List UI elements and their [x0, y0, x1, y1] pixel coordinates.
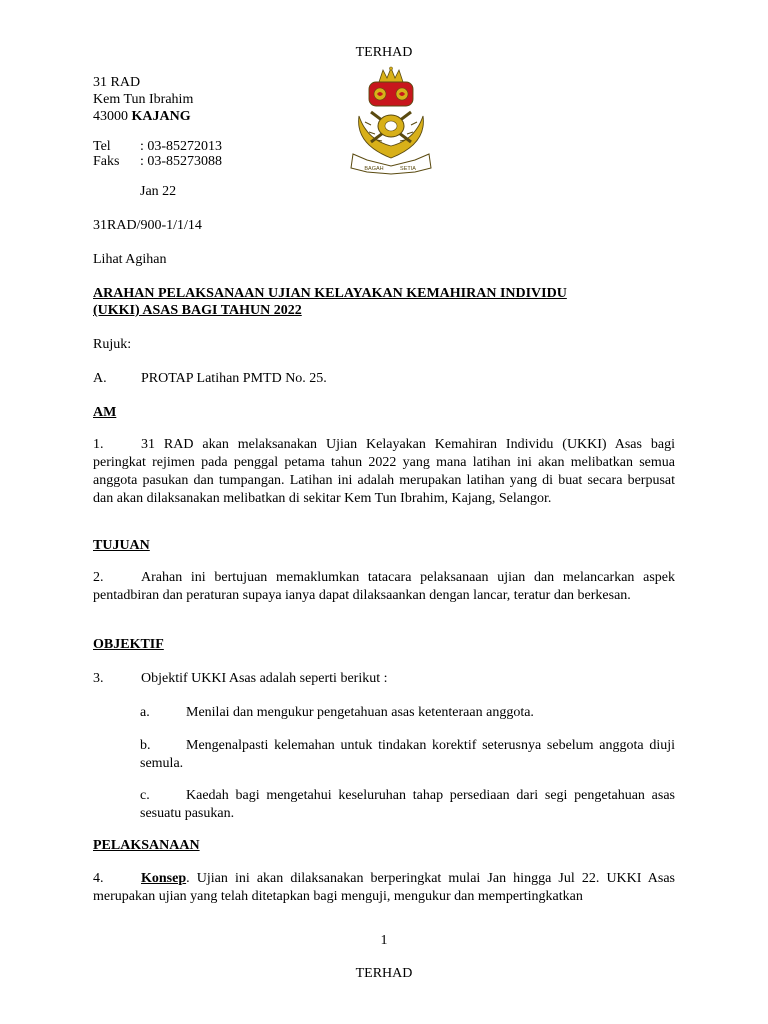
reference-item [93, 370, 327, 387]
item-text: Mengenalpasti kelemahan untuk tindakan korektif seterusnya sebelum anggota diuji semula. [140, 738, 675, 771]
document-title-line2: (UKKI) ASAS BAGI TAHUN 2022 [93, 303, 302, 318]
paragraph-number: 4. [93, 871, 104, 886]
item-text: Menilai dan mengukur pengetahuan asas ketenteraan anggota. [186, 705, 534, 720]
objective-item-b [140, 737, 675, 773]
paragraph-number: 2. [93, 570, 104, 585]
paragraph-text: 31 RAD akan melaksanakan Ujian Kelayakan Kemahiran Individu (UKKI) Asas bagi peringkat rejimen pada penggal petama tahun 2022 yang mana latihan ini akan melibatkan semua anggota pasukan dan tumpangan. Latihan ini adalah merupakan latihan yang di buat secara berpusat dan akan dilaksanakan melibatkan di sekitar Kem Tun Ibrahim, Kajang, Selangor. [93, 437, 675, 506]
postcode-city [93, 108, 191, 125]
section-heading-am: AM [93, 405, 117, 420]
paragraph-number: 1. [93, 437, 104, 452]
reference-marker: A. [93, 371, 107, 386]
camp-name: Kem Tun Ibrahim [93, 92, 194, 107]
letter-date: Jan 22 [140, 184, 177, 199]
paragraph-1 [93, 436, 675, 508]
tel-value: : 03-85272013 [140, 139, 223, 154]
crest-motto-left: BAGAH [364, 166, 384, 172]
fax-value: : 03-85273088 [140, 154, 223, 169]
item-marker: a. [140, 705, 150, 720]
crest-motto-right: SETIA [400, 166, 416, 172]
objective-item-c [140, 787, 675, 823]
postcode: 43000 [93, 109, 128, 124]
city: KAJANG [131, 109, 191, 124]
classification-header: TERHAD [355, 45, 413, 60]
paragraph-text: Arahan ini bertujuan memaklumkan tatacara pelaksanaan ujian dan melancarkan aspek pentadbiran dan peraturan supaya ianya dapat dilaksaankan dengan lancar, teratur dan berkesan. [93, 570, 675, 603]
paragraph-4 [93, 870, 675, 906]
distribution-note: Lihat Agihan [93, 252, 167, 267]
classification-footer: TERHAD [355, 966, 413, 981]
document-title-line1: ARAHAN PELAKSANAAN UJIAN KELAYAKAN KEMAHIRAN INDIVIDU [93, 286, 567, 301]
section-heading-objektif: OBJEKTIF [93, 637, 164, 652]
item-text: Kaedah bagi mengetahui keseluruhan tahap persediaan dari segi pengetahuan asas sesuatu pasukan. [140, 788, 675, 821]
reference-text: PROTAP Latihan PMTD No. 25. [141, 371, 327, 386]
reference-number: 31RAD/900-1/1/14 [93, 218, 202, 233]
paragraph-3 [93, 670, 388, 687]
paragraph-text: Objektif UKKI Asas adalah seperti berikut : [141, 671, 388, 686]
section-heading-tujuan: TUJUAN [93, 538, 150, 553]
paragraph-2 [93, 569, 675, 605]
regiment-crest-logo [345, 66, 437, 176]
tel-label: Tel [93, 139, 111, 154]
references-label: Rujuk: [93, 337, 132, 352]
fax-label: Faks [93, 154, 120, 169]
section-heading-pelaksanaan: PELAKSANAAN [93, 838, 200, 853]
paragraph-lead: Konsep [141, 871, 187, 886]
paragraph-text: . Ujian ini akan dilaksanakan berperingkat mulai Jan hingga Jul 22. UKKI Asas merupakan ujian yang telah ditetapkan bagi menguji, mengukur dan mempertingkatkan [93, 871, 675, 904]
item-marker: b. [140, 738, 151, 753]
unit-name: 31 RAD [93, 75, 141, 90]
paragraph-number: 3. [93, 671, 104, 686]
objective-item-a [140, 704, 534, 721]
page-number: 1 [380, 933, 388, 948]
item-marker: c. [140, 788, 150, 803]
